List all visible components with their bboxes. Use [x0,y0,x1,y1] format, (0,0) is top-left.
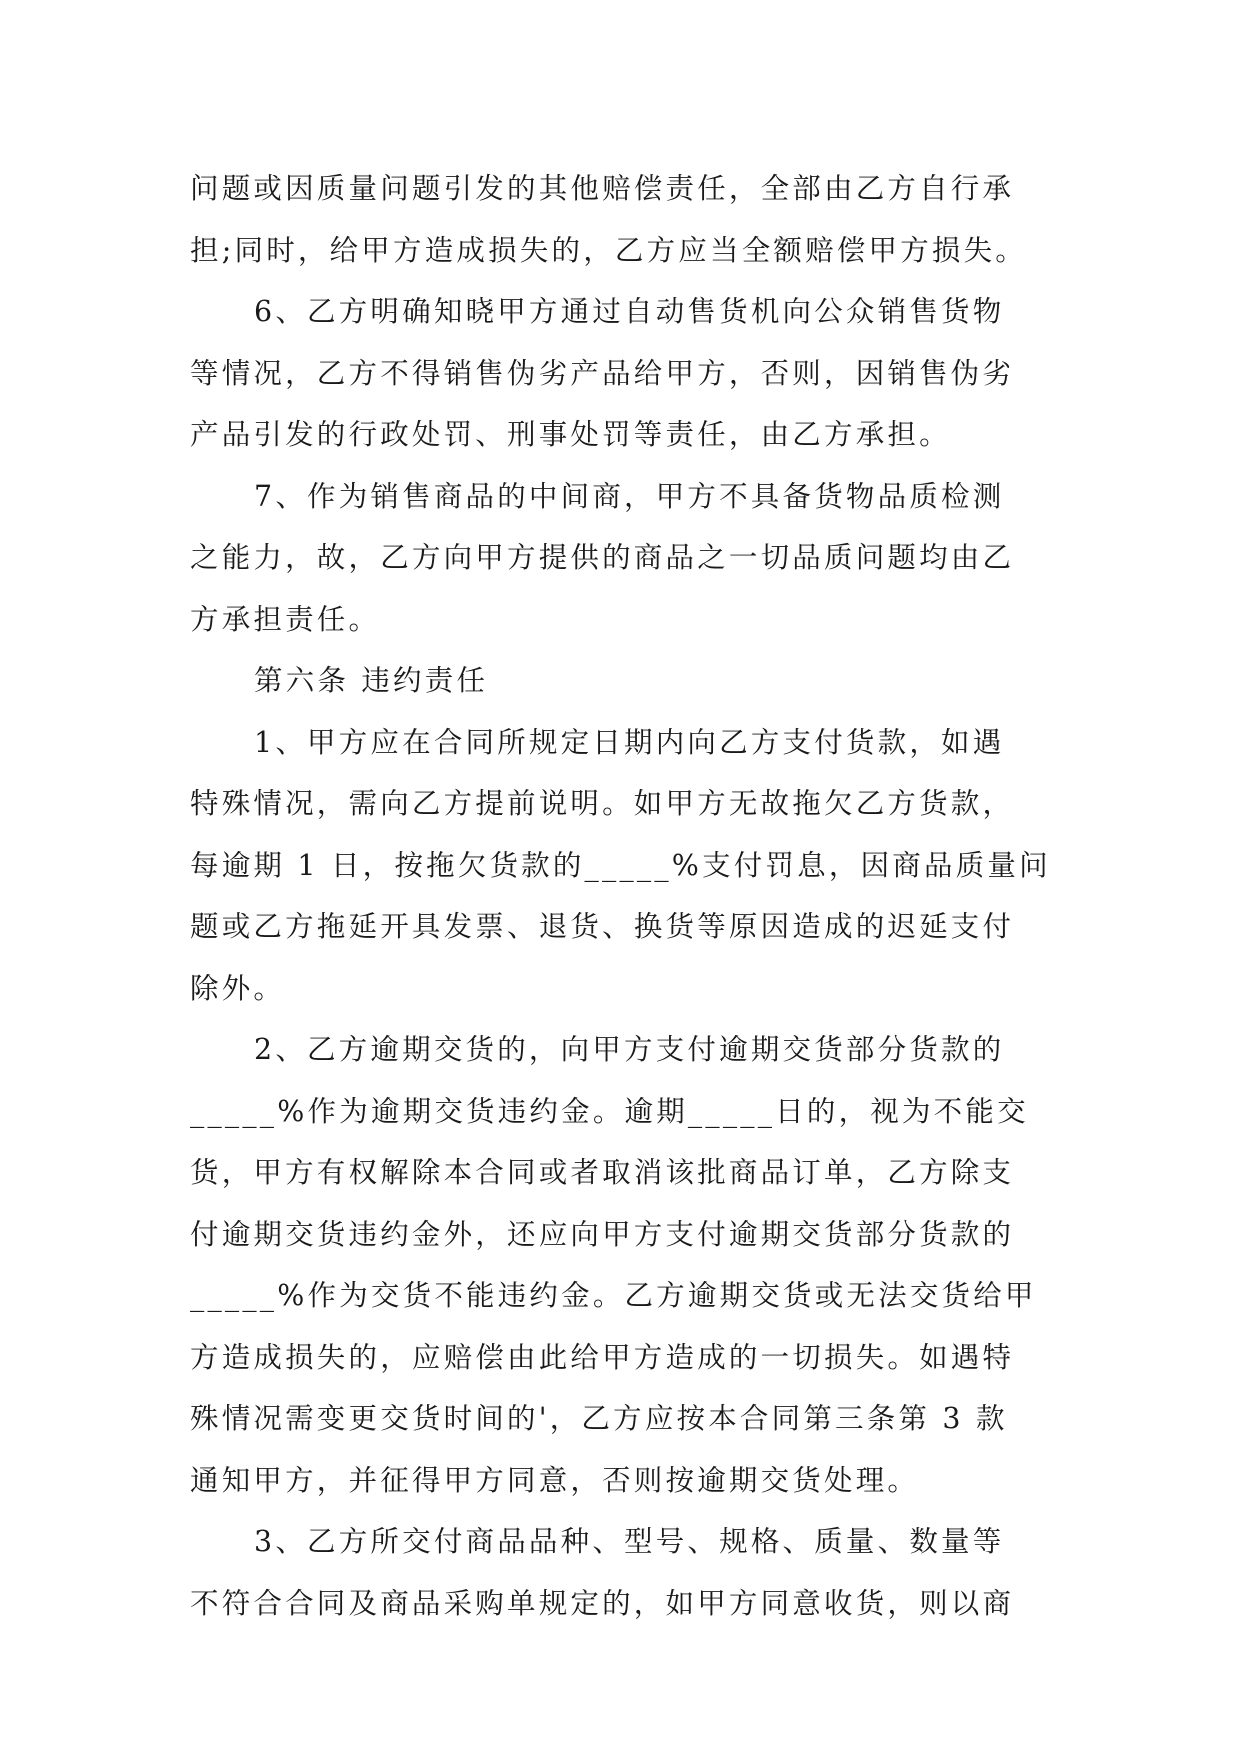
text-line: 题或乙方拖延开具发票、退货、换货等原因造成的迟延支付 [190,910,1015,943]
clause-2: 2、乙方逾期交货的，向甲方支付逾期交货部分货款的 [254,1033,1005,1066]
text-line: 不符合合同及商品采购单规定的，如甲方同意收货，则以商 [190,1586,1015,1620]
text-line: 问题或因质量问题引发的其他赔偿责任，全部由乙方自行承 [190,172,1015,205]
text-line: 货，甲方有权解除本合同或者取消该批商品订单，乙方除支 [190,1156,1015,1189]
text-line: 特殊情况，需向乙方提前说明。如甲方无故拖欠乙方货款， [190,787,1015,820]
text-line: 等情况，乙方不得销售伪劣产品给甲方，否则，因销售伪劣 [190,356,1015,390]
text-line: 每逾期 1 日，按拖欠货款的_____%支付罚息，因商品质量问 [190,848,1051,882]
text-line: 之能力，故，乙方向甲方提供的商品之一切品质问题均由乙 [190,541,1015,574]
text-line: _____%作为交货不能违约金。乙方逾期交货或无法交货给甲 [190,1279,1037,1312]
clause-1: 1、甲方应在合同所规定日期内向乙方支付货款，如遇 [254,725,1005,759]
contract-text [190,158,1060,1634]
text-line: 除外。 [190,971,286,1005]
text-line: 产品引发的行政处罚、刑事处罚等责任，由乙方承担。 [190,418,951,451]
text-line: 方承担责任。 [190,602,381,636]
text-line: 殊情况需变更交货时间的'，乙方应按本合同第三条第 3 款 [190,1402,1008,1435]
article-6-heading: 第六条 违约责任 [254,664,489,697]
clause-6: 6、乙方明确知晓甲方通过自动售货机向公众销售货物 [254,295,1005,328]
text-line: 方造成损失的，应赔偿由此给甲方造成的一切损失。如遇特 [190,1340,1015,1374]
text-line: _____%作为逾期交货违约金。逾期_____日的，视为不能交 [190,1094,1029,1128]
clause-7: 7、作为销售商品的中间商，甲方不具备货物品质检测 [254,479,1005,513]
text-line: 付逾期交货违约金外，还应向甲方支付逾期交货部分货款的 [190,1217,1015,1251]
clause-3: 3、乙方所交付商品品种、型号、规格、质量、数量等 [254,1525,1005,1558]
text-line: 通知甲方，并征得甲方同意，否则按逾期交货处理。 [190,1463,920,1497]
text-line: 担;同时，给甲方造成损失的，乙方应当全额赔偿甲方损失。 [190,233,1028,267]
